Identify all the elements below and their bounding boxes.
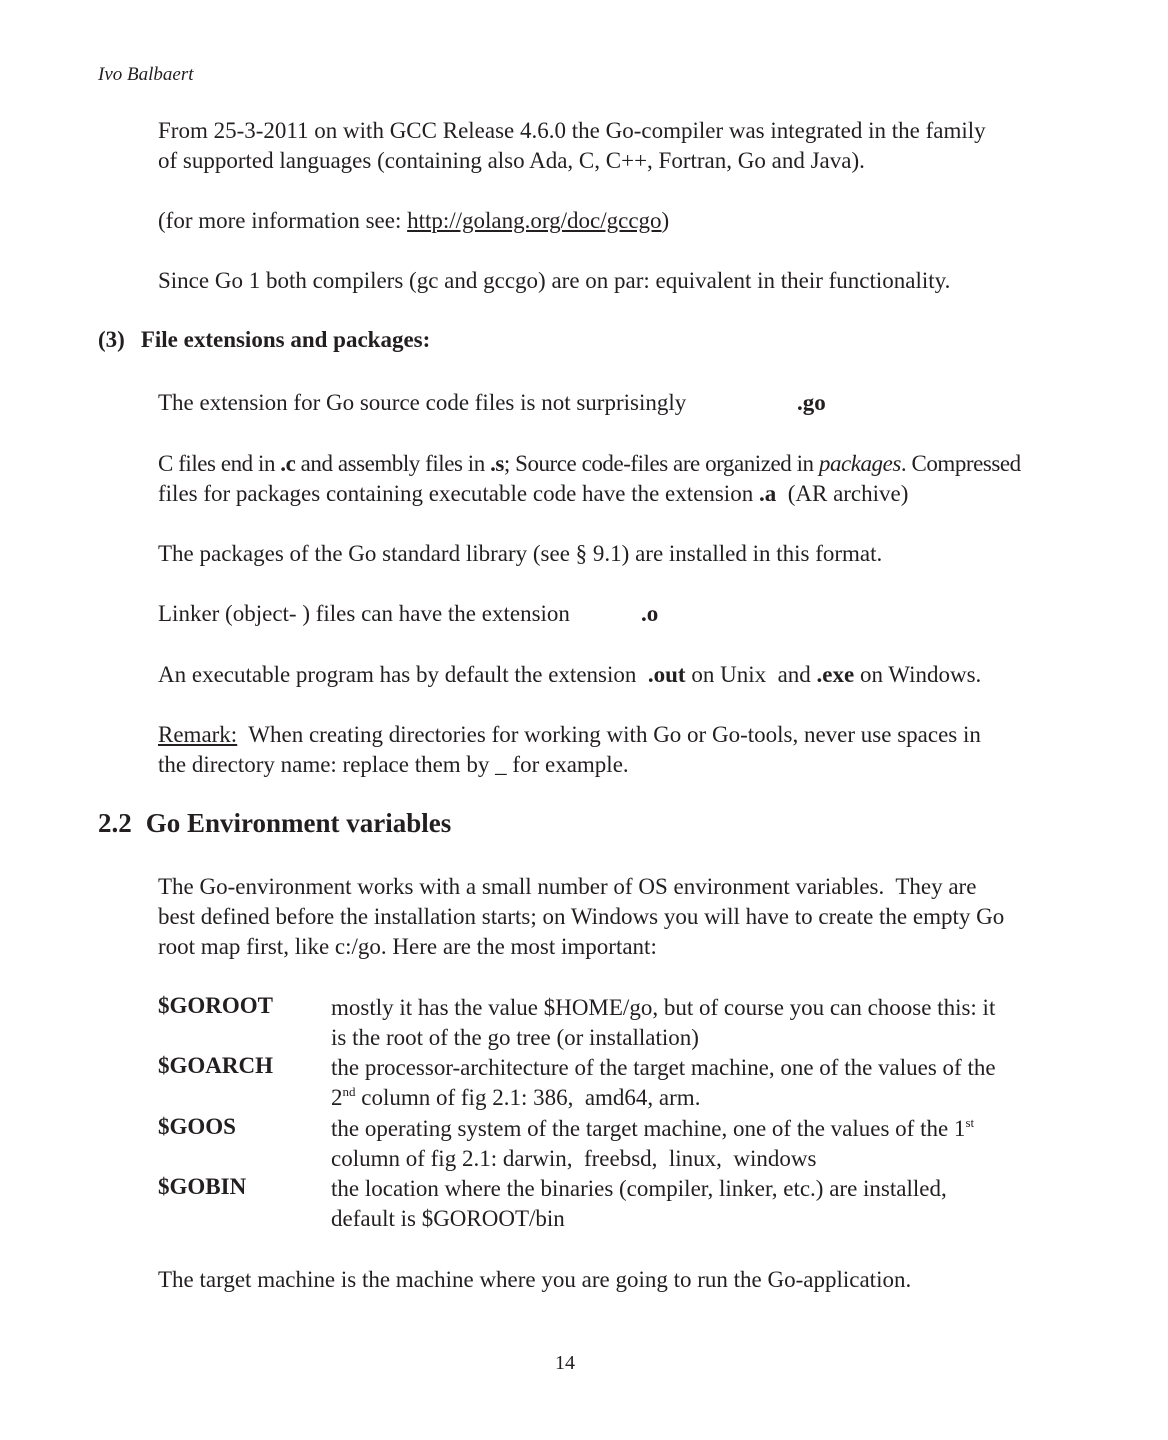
text: C files end in <box>158 451 281 476</box>
more-info-prefix: (for more information see: <box>158 208 408 233</box>
paragraph-env-intro <box>158 872 1004 962</box>
remark-label: Remark: <box>158 722 238 747</box>
paragraph-remark <box>158 720 981 780</box>
env-var-goarch-name: $GOARCH <box>158 1053 273 1078</box>
section-number: (3) <box>98 327 125 352</box>
description-line2: default is $GOROOT/bin <box>331 1206 565 1231</box>
paragraph-executable <box>158 660 981 690</box>
o-extension-value: .o <box>641 601 659 626</box>
paragraph-standard-library: The packages of the Go standard library (see § 9.1) are installed in this format. <box>158 541 883 566</box>
out-extension: .out <box>647 662 686 687</box>
gccgo-link[interactable]: http://golang.org/doc/gccgo <box>407 208 662 233</box>
description-line1: the processor-architecture of the target machine, one of the values of the <box>331 1055 996 1080</box>
env-var-gobin-name: $GOBIN <box>158 1174 247 1199</box>
paragraph-more-info <box>158 206 669 236</box>
env-var-gobin-description <box>331 1174 947 1234</box>
text: column of fig 2.1: 386, amd64, arm. <box>355 1085 701 1110</box>
env-var-goarch-description <box>331 1053 996 1113</box>
paragraph-gcc <box>158 116 986 176</box>
text: and assembly files in <box>295 451 491 476</box>
more-info-suffix: ) <box>661 208 670 233</box>
text: files for packages containing executable code have the extension <box>158 481 759 506</box>
page-number: 14 <box>555 1352 575 1374</box>
section-title: Go Environment variables <box>145 808 452 838</box>
go-extension-text: The extension for Go source code files is not surprisingly <box>158 390 687 415</box>
packages-term: packages <box>818 451 901 476</box>
env-intro-line1: The Go-environment works with a small number of OS environment variables. They are <box>158 874 977 899</box>
description-line2: is the root of the go tree (or installation) <box>331 1025 699 1050</box>
env-intro-line2: best defined before the installation starts; on Windows you will have to create the empty Go <box>158 904 1005 929</box>
description-line1: the location where the binaries (compiler, linker, etc.) are installed, <box>331 1176 947 1201</box>
ordinal-suffix: nd <box>342 1084 356 1099</box>
env-var-goroot-name: $GOROOT <box>158 993 274 1018</box>
env-var-goos-description <box>331 1114 974 1174</box>
paragraph-gcc-line1: From 25-3-2011 on with GCC Release 4.6.0 the Go-compiler was integrated in the family <box>158 118 986 143</box>
paragraph-c-files <box>158 449 1021 509</box>
text: on Windows. <box>854 662 982 687</box>
paragraph-compilers-on-par: Since Go 1 both compilers (gc and gccgo) are on par: equivalent in their functionality. <box>158 268 951 293</box>
exe-extension: .exe <box>816 662 855 687</box>
ordinal-suffix: st <box>965 1115 975 1130</box>
go-extension-value: .go <box>797 390 826 415</box>
section-title: File extensions and packages: <box>140 327 431 352</box>
env-var-goroot-description <box>331 993 995 1053</box>
paragraph-gcc-line2: of supported languages (containing also Ada, C, C++, Fortran, Go and Java). <box>158 148 865 173</box>
section-heading-file-extensions <box>98 327 430 353</box>
text: 2 <box>331 1085 343 1110</box>
s-extension: .s <box>490 451 504 476</box>
section-number: 2.2 <box>98 808 132 838</box>
paragraph-go-extension <box>158 388 686 418</box>
text: the operating system of the target machine, one of the values of the 1 <box>331 1116 966 1141</box>
description-line2: column of fig 2.1: darwin, freebsd, linux, windows <box>331 1146 817 1171</box>
env-var-goos-name: $GOOS <box>158 1114 236 1139</box>
c-files-line1 <box>158 449 1021 479</box>
running-head-author: Ivo Balbaert <box>98 64 194 85</box>
c-extension: .c <box>280 451 296 476</box>
text: (AR archive) <box>776 481 909 506</box>
paragraph-linker: Linker (object- ) files can have the extension <box>158 601 570 626</box>
remark-line2: the directory name: replace them by _ for example. <box>158 752 629 777</box>
text: ; Source code-files are organized in <box>503 451 819 476</box>
a-extension: .a <box>758 481 777 506</box>
section-heading-environment-variables <box>98 808 451 839</box>
description-line1 <box>331 1114 974 1144</box>
text: An executable program has by default the extension <box>158 662 648 687</box>
remark-line1 <box>158 720 981 750</box>
text: . Compressed <box>900 451 1021 476</box>
description-line2 <box>331 1083 996 1113</box>
paragraph-target-machine: The target machine is the machine where you are going to run the Go-application. <box>158 1267 912 1292</box>
text: When creating directories for working with Go or Go-tools, never use spaces in <box>237 722 981 747</box>
env-intro-line3: root map first, like c:/go. Here are the most important: <box>158 934 657 959</box>
description-line1: mostly it has the value $HOME/go, but of course you can choose this: it <box>331 995 996 1020</box>
c-files-line2 <box>158 479 1021 509</box>
text: on Unix and <box>685 662 817 687</box>
